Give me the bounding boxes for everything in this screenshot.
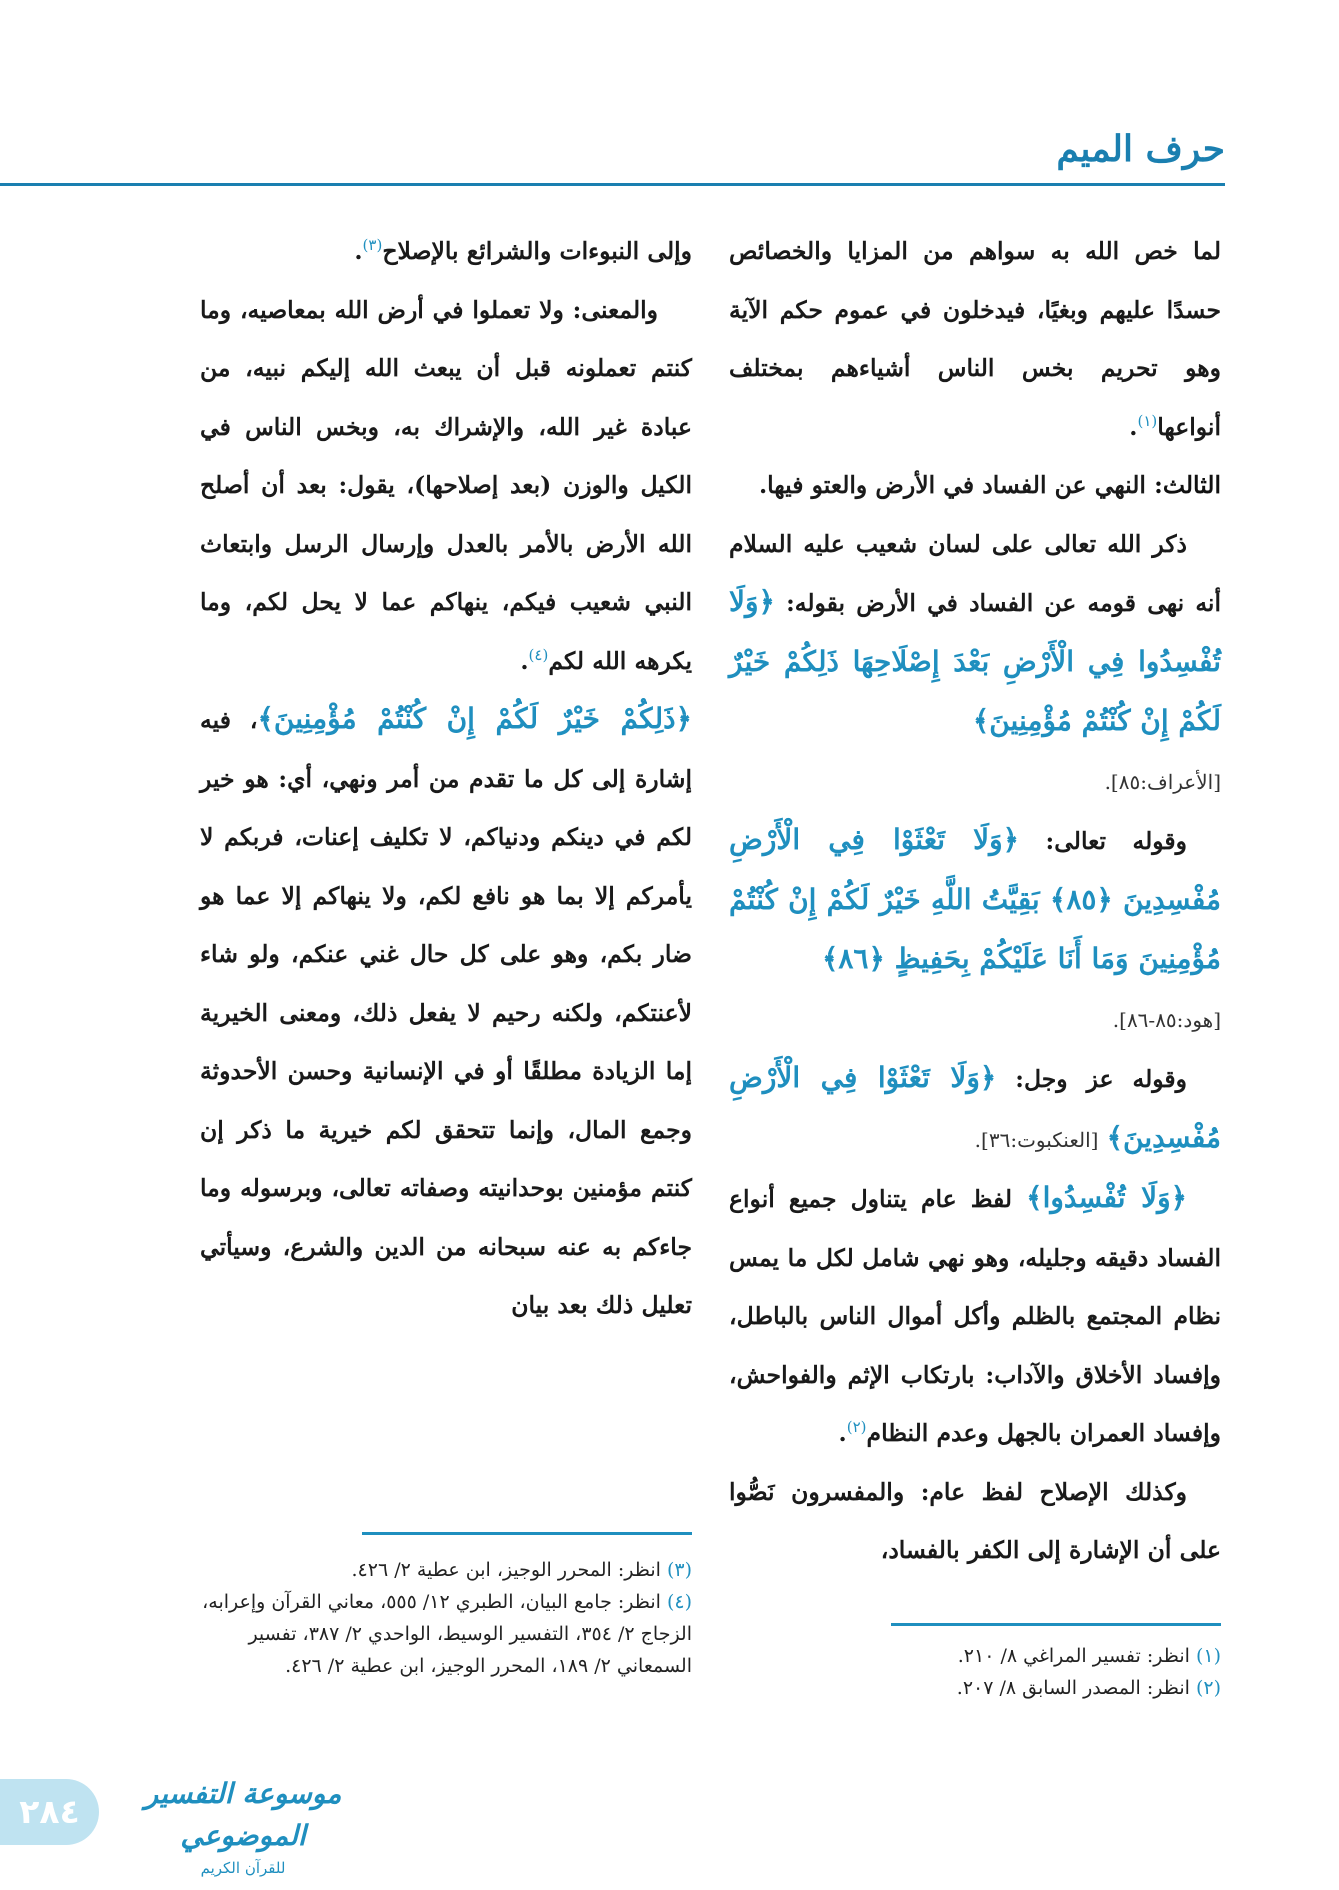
logo-subtitle: للقرآن الكريم bbox=[200, 1859, 286, 1877]
footnote-text: انظر: جامع البيان، الطبري ١٢/ ٥٥٥، معاني القرآن وإعرابه، الزجاج ٢/ ٣٥٤، التفسير الوسيط، الواحدي ٢/ ٣٨٧، تفسير السمعاني ٢/ ١٨٩، المحرر الوجيز، ابن عطية ٢/ ٤٢٦. bbox=[202, 1591, 692, 1677]
paragraph bbox=[729, 515, 1221, 752]
quran-verse: ﴿وَلَا تَعْثَوْا فِي الْأَرْضِ مُفْسِدِينَ ﴿٨٥﴾ بَقِيَّتُ اللَّهِ خَيْرٌ لَكُمْ إِنْ كُنْتُمْ مُؤْمِنِينَ وَمَا أَنَا عَلَيْكُمْ بِحَفِيظٍ ﴿٨٦﴾ bbox=[729, 823, 1221, 975]
paragraph bbox=[729, 1049, 1221, 1169]
quran-verse: ﴿ذَلِكُمْ خَيْرٌ لَكُمْ إِنْ كُنْتُمْ مُؤْمِنِينَ﴾ bbox=[257, 702, 692, 735]
paragraph-end: . bbox=[1129, 412, 1138, 441]
citation bbox=[729, 752, 1221, 812]
paragraph-end: . bbox=[838, 1419, 847, 1447]
paragraph-text: وكذلك الإصلاح لفظ عام: والمفسرون نَصُّوا على أن الإشارة إلى الكفر بالفساد، bbox=[729, 1477, 1221, 1564]
footnote-ref[interactable]: (٤) bbox=[528, 645, 549, 664]
quran-verse: ﴿وَلَا تَعْثَوْا فِي الْأَرْضِ مُفْسِدِينَ﴾ bbox=[729, 1061, 1221, 1154]
paragraph bbox=[729, 811, 1221, 990]
right-column bbox=[729, 222, 1221, 1580]
quran-verse: ﴿وَلَا تُفْسِدُوا فِي الْأَرْضِ بَعْدَ إِصْلَاحِهَا ذَلِكُمْ خَيْرٌ لَكُمْ إِنْ كُنْتُمْ مُؤْمِنِينَ﴾ bbox=[729, 585, 1221, 737]
footnote-rule bbox=[362, 1532, 692, 1535]
citation bbox=[729, 990, 1221, 1050]
paragraph-end: . bbox=[520, 646, 529, 675]
paragraph bbox=[200, 222, 692, 281]
paragraph bbox=[200, 281, 692, 691]
source-ref: [هود:٨٥-٨٦]. bbox=[1112, 1007, 1221, 1032]
paragraph bbox=[729, 456, 1221, 515]
paragraph-text: وقوله عز وجل: bbox=[1015, 1065, 1188, 1093]
footnote-text: انظر: المصدر السابق ٨/ ٢٠٧. bbox=[956, 1677, 1190, 1699]
running-header: حرف الميم bbox=[1056, 128, 1225, 170]
left-column bbox=[200, 222, 692, 1335]
footnote bbox=[721, 1672, 1221, 1704]
footnotes-left bbox=[200, 1554, 692, 1682]
footnote-ref[interactable]: (٢) bbox=[846, 1418, 867, 1437]
paragraph bbox=[729, 1463, 1221, 1580]
paragraph-text: والمعنى: ولا تعملوا في أرض الله بمعاصيه، وما كنتم تعملونه قبل أن يبعث الله إليكم نبيه، من عبادة غير الله، والإشراك به، وبخس الناس في الكيل والوزن (بعد إصلاحها)، يقول: بعد أن أصلح الله الأرض بالأمر بالعدل وإرسال الرسل وابتعاث النبي شعيب فيكم، ينهاكم عما لا يحل لكم، وما يكرهه الله لكم bbox=[200, 295, 692, 675]
source-ref: [العنكبوت:٣٦]. bbox=[974, 1127, 1099, 1152]
paragraph-text: لما خص الله به سواهم من المزايا والخصائص حسدًا عليهم وبغيًا، فيدخلون في عموم حكم الآية وهو تحريم بخس الناس أشياءهم بمختلف أنواعها bbox=[729, 237, 1221, 441]
footnote-ref[interactable]: (١) bbox=[1137, 411, 1158, 430]
footnote-number: (١) bbox=[1195, 1645, 1221, 1667]
footnote-number: (٢) bbox=[1195, 1677, 1221, 1699]
footnote-rule bbox=[891, 1623, 1221, 1626]
paragraph-end: . bbox=[354, 237, 363, 265]
footnote-text: انظر: تفسير المراغي ٨/ ٢١٠. bbox=[957, 1645, 1190, 1667]
source-ref: [الأعراف:٨٥]. bbox=[1104, 769, 1221, 794]
footnote bbox=[200, 1586, 692, 1682]
paragraph-text: النهي عن الفساد في الأرض والعتو فيها. bbox=[758, 471, 1146, 499]
paragraph bbox=[200, 690, 692, 1335]
paragraph bbox=[729, 1169, 1221, 1463]
paragraph-text: وقوله تعالى: bbox=[1045, 827, 1188, 855]
footnotes-right bbox=[721, 1640, 1221, 1704]
footnote bbox=[721, 1640, 1221, 1672]
quran-verse: ﴿وَلَا تُفْسِدُوا﴾ bbox=[1026, 1181, 1188, 1214]
paragraph-text: وإلى النبوءات والشرائع بالإصلاح bbox=[382, 237, 692, 265]
logo-title: موسوعة التفسير الموضوعي bbox=[144, 1777, 342, 1852]
footnote-text: انظر: المحرر الوجيز، ابن عطية ٢/ ٤٢٦. bbox=[351, 1559, 661, 1581]
paragraph-text: لفظ عام يتناول جميع أنواع الفساد دقيقه وجليله، وهو نهي شامل لكل ما يمس نظام المجتمع بالظلم وأكل أموال الناس بالباطل، وإفساد الأخلاق والآداب: بارتكاب الإثم والفواحش، وإفساد العمران بالجهل وعدم النظام bbox=[729, 1185, 1221, 1447]
section-label: الثالث: bbox=[1154, 471, 1221, 499]
paragraph-text: ذكر الله تعالى على لسان شعيب عليه السلام أنه نهى قومه عن الفساد في الأرض بقوله: bbox=[729, 529, 1221, 617]
footnote-number: (٤) bbox=[666, 1591, 692, 1613]
footnote-ref[interactable]: (٣) bbox=[362, 236, 383, 255]
header-rule bbox=[0, 183, 1225, 186]
paragraph bbox=[729, 222, 1221, 456]
footnote bbox=[200, 1554, 692, 1586]
page-number: ٢٨٤ bbox=[0, 1779, 99, 1845]
footnote-number: (٣) bbox=[666, 1559, 692, 1581]
encyclopedia-logo bbox=[113, 1773, 373, 1877]
paragraph-text: ، فيه إشارة إلى كل ما تقدم من أمر ونهي، أي: هو خير لكم في دينكم ودنياكم، لا تكليف إعنات، فربكم لا يأمركم إلا بما هو نافع لكم، ولا ينهاكم إلا عما هو ضار بكم، وهو على كل حال غني عنكم، ولو شاء لأعنتكم، ولكنه رحيم لا يفعل ذلك، ومعنى الخيرية إما الزيادة مطلقًا أو في الإنسانية وحسن الأحدوثة وجمع المال، وإنما تتحقق لكم خيرية ما ذكر إن كنتم مؤمنين بوحدانيته وصفاته تعالى، وبرسوله وما جاءكم به عنه سبحانه من الدين والشرع، وسيأتي تعليل ذلك بعد بيان bbox=[200, 706, 693, 1319]
